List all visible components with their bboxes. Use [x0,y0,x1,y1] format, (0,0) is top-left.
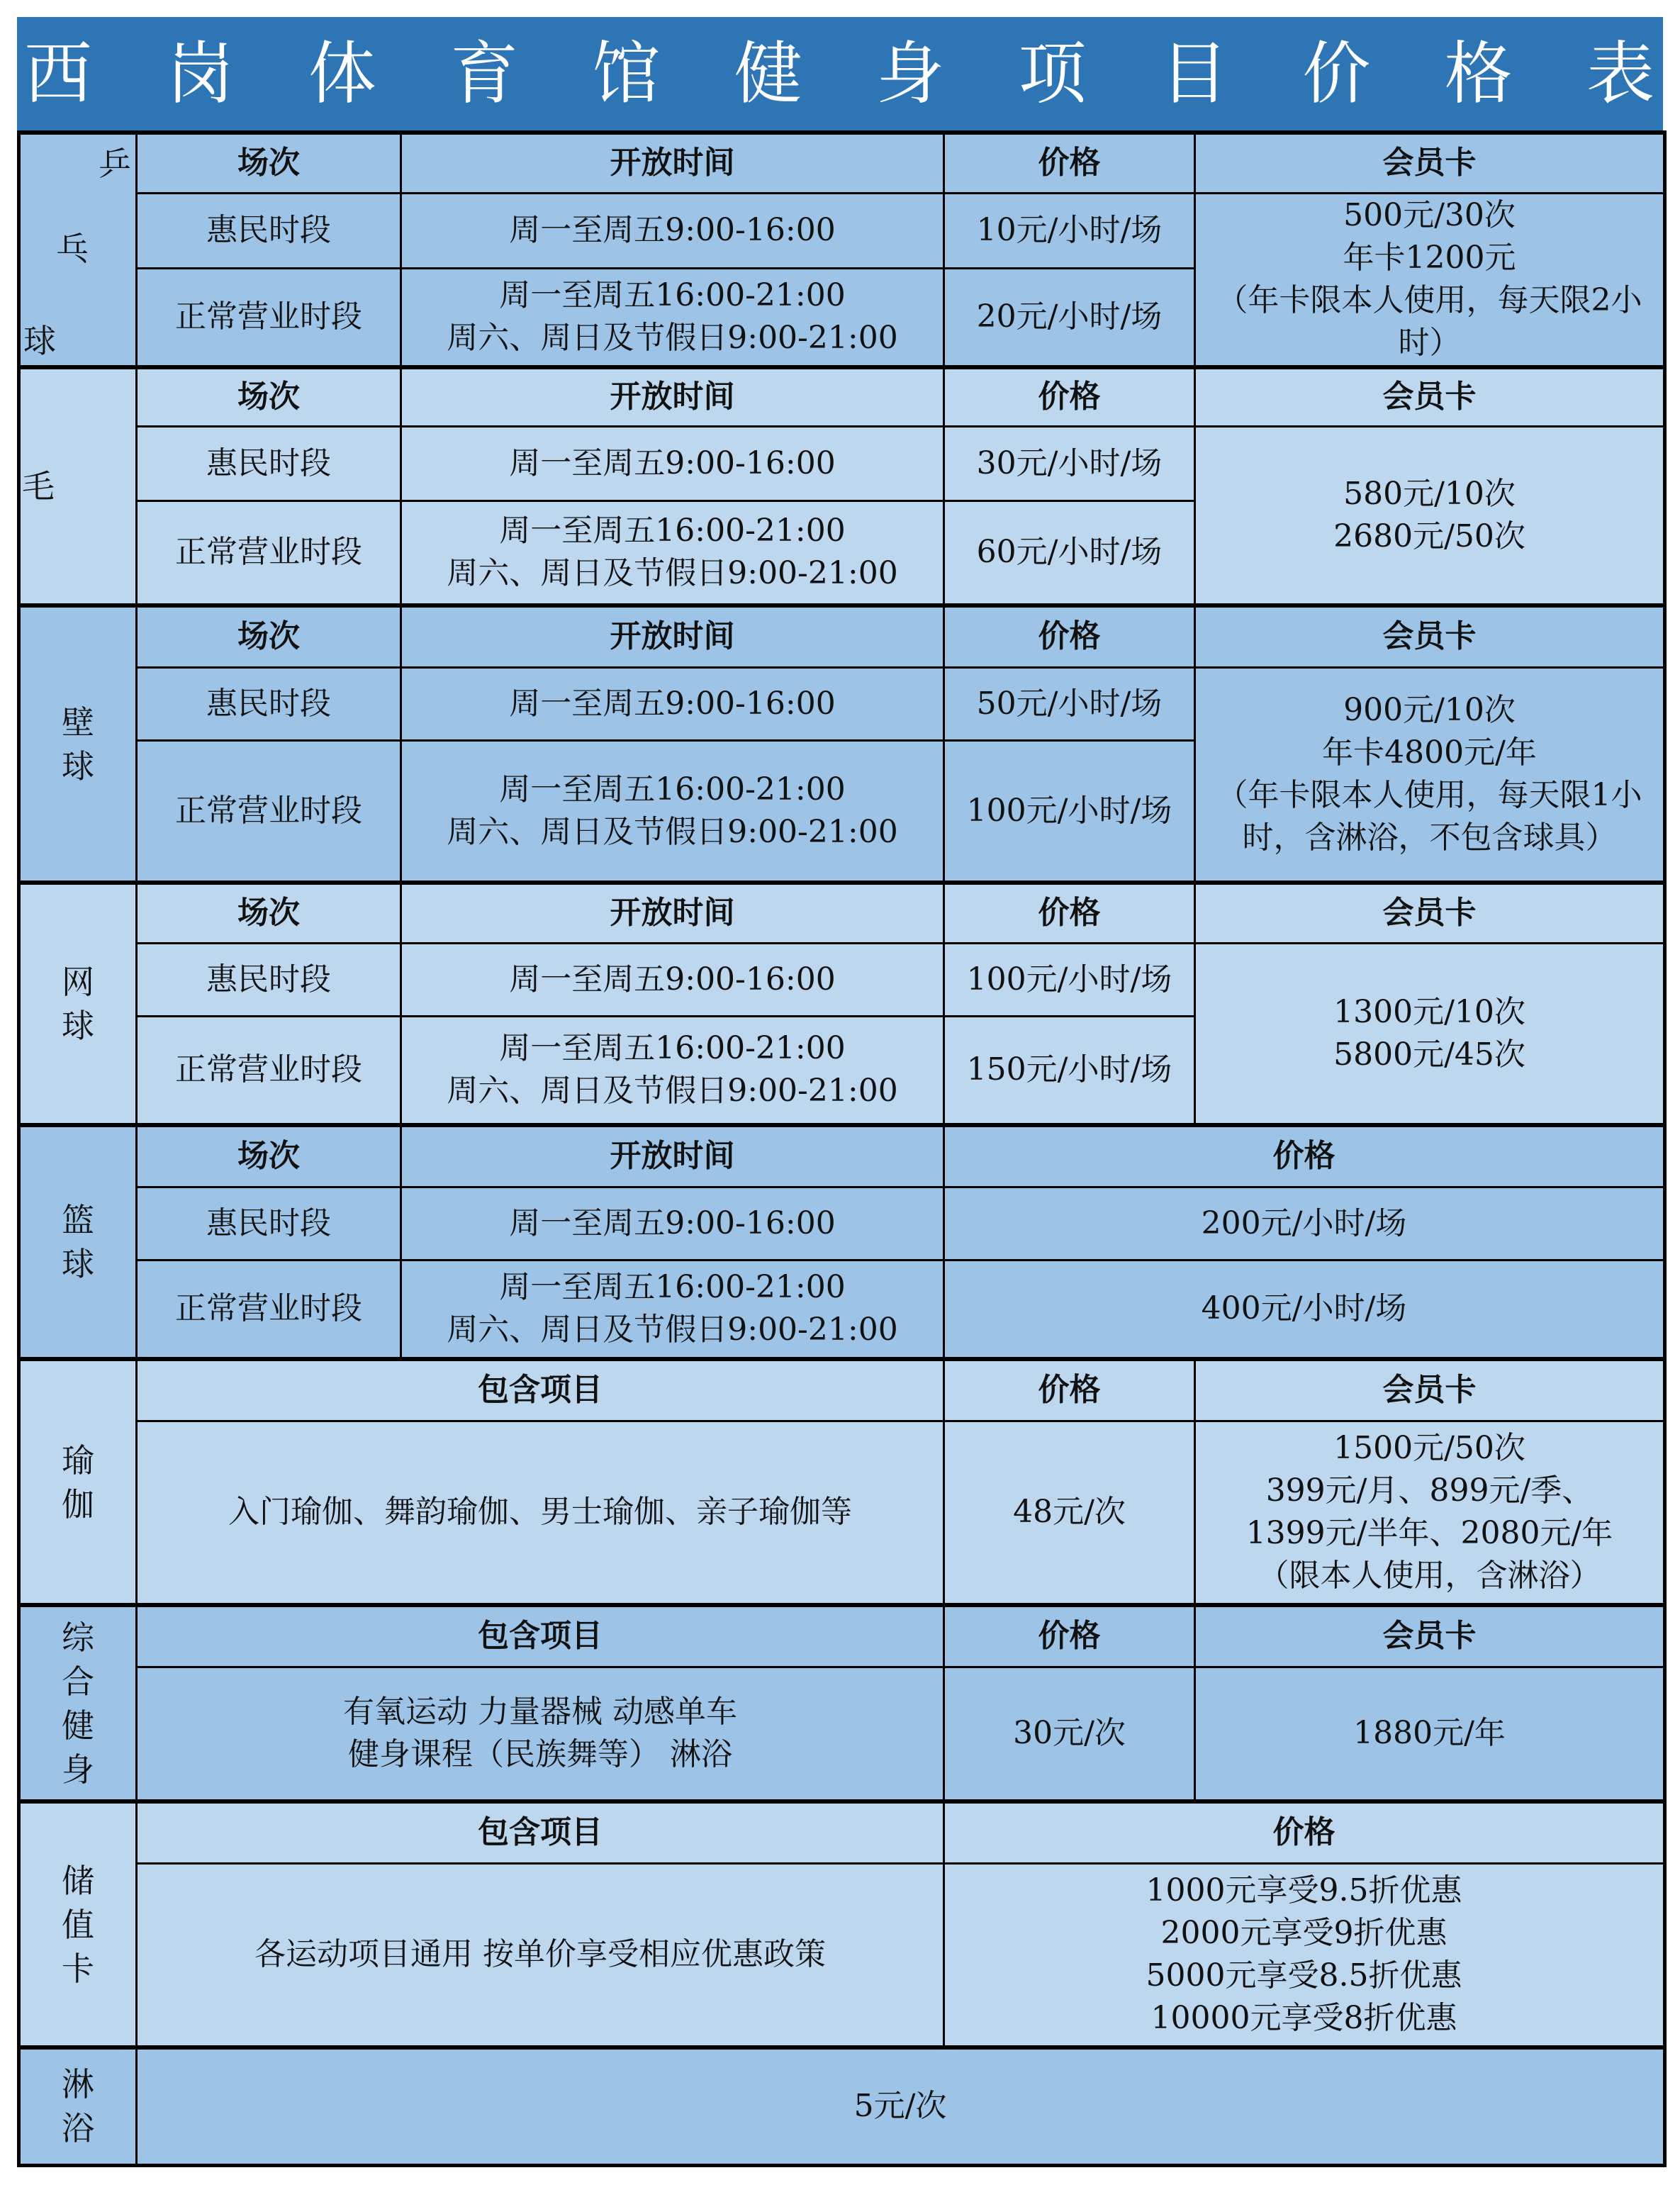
price-table [17,130,1667,2167]
price-cell: 5元/次 [137,2047,1665,2165]
section-label-char: 卡 [62,1949,94,1988]
session-cell: 正常营业时段 [137,1016,401,1125]
section-label [19,2047,137,2165]
column-header: 场次 [137,883,401,943]
section-label-char: 球 [62,747,94,786]
table-row [19,883,1665,943]
hours-cell: 周一至周五16:00-21:00 周六、周日及节假日9:00-21:00 [401,1016,944,1125]
column-header: 会员卡 [1195,367,1665,426]
title-char: 身 [876,34,945,113]
title-char: 育 [450,34,519,113]
column-header: 会员卡 [1195,883,1665,943]
section-label-char: 身 [62,1750,94,1789]
column-header: 开放时间 [401,883,944,943]
title-char: 表 [1586,34,1654,113]
hours-cell: 周一至周五16:00-21:00 周六、周日及节假日9:00-21:00 [401,1260,944,1359]
hours-cell: 周一至周五9:00-16:00 [401,193,944,268]
title-char: 项 [1018,34,1087,113]
table-row [19,1605,1665,1667]
member-card-cell: 580元/10次 2680元/50次 [1195,426,1665,605]
table-row [19,1863,1665,2047]
section-label-char: 伽 [62,1485,94,1524]
section-label [19,1125,137,1359]
column-header: 场次 [137,1125,401,1187]
column-header: 会员卡 [1195,1359,1665,1421]
member-card-cell: 1880元/年 [1195,1667,1665,1801]
member-card-cell: 1500元/50次 399元/月、899元/季、 1399元/半年、2080元/年 （限本人使用，含淋浴） [1195,1421,1665,1605]
table-row [19,367,1665,426]
price-cell: 30元/小时/场 [944,426,1195,501]
column-header: 价格 [944,605,1195,667]
session-cell: 惠民时段 [137,426,401,501]
section-label-char: 瑜 [62,1441,94,1480]
member-card-cell: 900元/10次 年卡4800元/年 （年卡限本人使用，每天限1小时，含淋浴，不包含球具） [1195,667,1665,883]
column-header: 价格 [944,1125,1665,1187]
section-label [19,1605,137,1801]
price-cell: 30元/次 [944,1667,1195,1801]
column-header: 包含项目 [137,1359,944,1421]
table-row [19,193,1665,268]
table-row [19,1359,1665,1421]
table-row [19,605,1665,667]
column-header: 开放时间 [401,367,944,426]
hours-cell: 周一至周五9:00-16:00 [401,426,944,501]
column-header: 场次 [137,133,401,193]
column-header: 价格 [944,1605,1195,1667]
section-label-char: 球 [62,1007,94,1045]
section-label-char: 乓 [56,230,89,268]
table-row [19,667,1665,740]
title-char: 馆 [592,34,661,113]
page-title [17,17,1663,130]
title-char: 西 [24,34,92,113]
section-label [19,883,137,1125]
column-header: 价格 [944,133,1195,193]
section-label [19,1359,137,1605]
section-label-char: 网 [62,963,94,1001]
member-card-cell: 500元/30次 年卡1200元 （年卡限本人使用，每天限2小时） [1195,193,1665,367]
table-row [19,1260,1665,1359]
section-label-char: 合 [62,1662,94,1701]
column-header: 价格 [944,1359,1195,1421]
section-label-char: 篮 [62,1201,94,1239]
title-char: 岗 [166,34,235,113]
hours-cell: 周一至周五16:00-21:00 周六、周日及节假日9:00-21:00 [401,268,944,367]
column-header: 包含项目 [137,1605,944,1667]
section-label-char: 球 [23,322,56,360]
session-cell: 惠民时段 [137,193,401,268]
title-char: 价 [1302,34,1371,113]
price-cell: 150元/小时/场 [944,1016,1195,1125]
column-header: 开放时间 [401,605,944,667]
section-label-char: 健 [62,1706,94,1745]
table-row [19,943,1665,1016]
section-label [19,367,137,605]
price-cell: 400元/小时/场 [944,1260,1665,1359]
section-label [19,133,137,367]
section-label-char: 球 [62,1245,94,1283]
price-cell: 100元/小时/场 [944,943,1195,1016]
section-label-char: 储 [62,1861,94,1900]
column-header: 开放时间 [401,133,944,193]
price-cell: 48元/次 [944,1421,1195,1605]
table-row [19,1125,1665,1187]
table-row [19,2047,1665,2165]
session-cell: 惠民时段 [137,943,401,1016]
column-header: 价格 [944,1801,1665,1863]
title-char: 目 [1160,34,1228,113]
section-label [19,1801,137,2047]
price-cell: 20元/小时/场 [944,268,1195,367]
section-label-char: 乒 [99,145,131,183]
table-row [19,1187,1665,1260]
section-label-char: 浴 [62,2109,94,2148]
items-cell: 有氧运动 力量器械 动感单车 健身课程（民族舞等） 淋浴 [137,1667,944,1801]
section-label-char: 壁 [62,703,94,742]
session-cell: 正常营业时段 [137,740,401,883]
column-header: 场次 [137,367,401,426]
title-char: 体 [308,34,376,113]
hours-cell: 周一至周五16:00-21:00 周六、周日及节假日9:00-21:00 [401,740,944,883]
column-header: 场次 [137,605,401,667]
session-cell: 正常营业时段 [137,1260,401,1359]
section-label-char: 毛 [22,467,55,505]
items-cell: 入门瑜伽、舞韵瑜伽、男士瑜伽、亲子瑜伽等 [137,1421,944,1605]
hours-cell: 周一至周五9:00-16:00 [401,667,944,740]
price-cell: 50元/小时/场 [944,667,1195,740]
column-header: 开放时间 [401,1125,944,1187]
column-header: 价格 [944,367,1195,426]
column-header: 包含项目 [137,1801,944,1863]
title-char: 健 [734,34,802,113]
title-char: 格 [1444,34,1513,113]
table-row [19,1421,1665,1605]
price-cell: 100元/小时/场 [944,740,1195,883]
section-label-char: 综 [62,1618,94,1657]
column-header: 会员卡 [1195,1605,1665,1667]
session-cell: 惠民时段 [137,1187,401,1260]
items-cell: 各运动项目通用 按单价享受相应优惠政策 [137,1863,944,2047]
hours-cell: 周一至周五9:00-16:00 [401,943,944,1016]
member-card-cell: 1300元/10次 5800元/45次 [1195,943,1665,1125]
table-row [19,426,1665,501]
price-cell: 60元/小时/场 [944,501,1195,605]
session-cell: 惠民时段 [137,667,401,740]
price-cell: 200元/小时/场 [944,1187,1665,1260]
column-header: 会员卡 [1195,605,1665,667]
session-cell: 正常营业时段 [137,501,401,605]
table-row [19,1801,1665,1863]
price-cell: 1000元享受9.5折优惠 2000元享受9折优惠 5000元享受8.5折优惠 10000元享受8折优惠 [944,1863,1665,2047]
column-header: 价格 [944,883,1195,943]
section-label-char: 值 [62,1905,94,1944]
column-header: 会员卡 [1195,133,1665,193]
price-cell: 10元/小时/场 [944,193,1195,268]
session-cell: 正常营业时段 [137,268,401,367]
section-label [19,605,137,883]
section-label-char: 淋 [62,2065,94,2104]
hours-cell: 周一至周五9:00-16:00 [401,1187,944,1260]
table-row [19,133,1665,193]
hours-cell: 周一至周五16:00-21:00 周六、周日及节假日9:00-21:00 [401,501,944,605]
table-row [19,1667,1665,1801]
